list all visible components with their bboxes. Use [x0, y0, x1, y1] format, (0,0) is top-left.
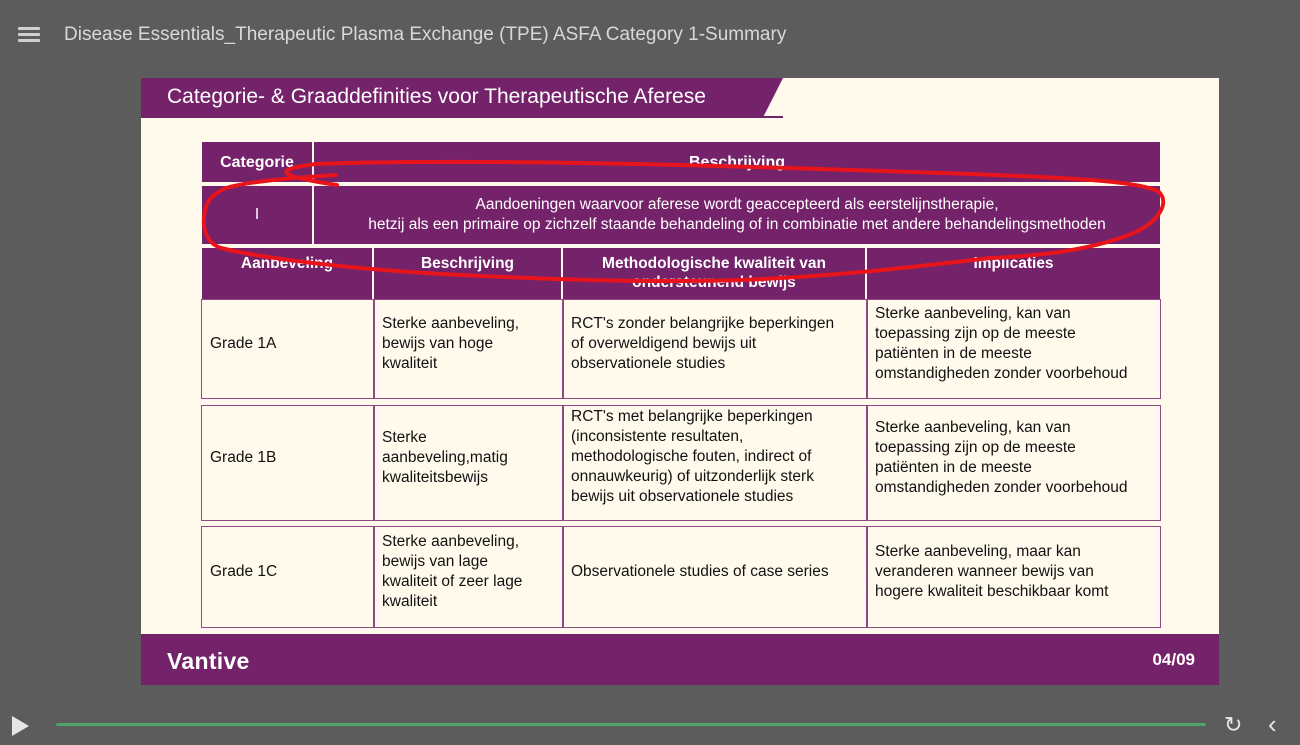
progress-bar[interactable]: [56, 723, 1206, 726]
category-header-categorie: Categorie: [202, 142, 312, 182]
grade-header-methodologische: Methodologische kwaliteit van ondersteunend bewijs: [563, 248, 865, 299]
play-icon[interactable]: [12, 716, 29, 736]
chevron-left-icon[interactable]: ‹: [1268, 709, 1277, 739]
grade-1b-description: Sterke aanbeveling,matig kwaliteitsbewijs: [382, 429, 508, 486]
course-title: Disease Essentials_Therapeutic Plasma Exchange (TPE) ASFA Category 1-Summary: [64, 24, 787, 45]
category-description-line1: Aandoeningen waarvoor aferese wordt geaccepteerd als eerstelijnstherapie,: [475, 196, 999, 213]
grade-1b-quality: RCT's met belangrijke beperkingen (inconsistente resultaten, methodologische fouten, indirect of onnauwkeurig) of uitzonderlijk sterk bewijs uit observationele studies: [571, 408, 814, 505]
grade-1a-label: Grade 1A: [210, 335, 277, 352]
category-row-label: I: [202, 186, 312, 244]
grade-1c-description: Sterke aanbeveling, bewijs van lage kwaliteit of zeer lage kwaliteit: [382, 533, 523, 610]
grade-1a-implications: Sterke aanbeveling, kan van toepassing zijn op de meeste patiënten in de meeste omstandigheden zonder voorbehoud: [875, 305, 1128, 382]
grade-1a-description: Sterke aanbeveling, bewijs van hoge kwaliteit: [382, 315, 520, 372]
grade-header-implicaties: Implicaties: [867, 248, 1160, 299]
grade-1b-label: Grade 1B: [210, 449, 277, 466]
hamburger-menu-icon[interactable]: [18, 27, 40, 45]
vantive-logo: Vantive: [167, 648, 250, 674]
grade-1a-quality: RCT's zonder belangrijke beperkingen of overweldigend bewijs uit observationele studies: [571, 315, 835, 372]
player-topbar: [0, 0, 1300, 72]
grade-header-beschrijving: Beschrijving: [374, 248, 561, 299]
category-description-line2: hetzij als een primaire op zichzelf staande behandeling of in combinatie met andere behandelingsmethoden: [368, 216, 1106, 233]
grade-1c-label: Grade 1C: [210, 563, 278, 580]
grade-header-aanbeveling: Aanbeveling: [202, 248, 372, 299]
replay-icon[interactable]: ↻: [1224, 712, 1243, 737]
grade-1b-implications: Sterke aanbeveling, kan van toepassing zijn op de meeste patiënten in de meeste omstandigheden zonder voorbehoud: [875, 419, 1128, 496]
player-controls: [0, 700, 1300, 745]
slide-footer: [141, 634, 1219, 685]
grade-1c-quality: Observationele studies of case series: [571, 563, 829, 580]
category-row-description: [314, 186, 1160, 244]
page-number: 04/09: [1152, 650, 1195, 669]
category-header-beschrijving: Beschrijving: [314, 142, 1160, 182]
slide-title: Categorie- & Graaddefinities voor Therapeutische Aferese: [167, 85, 706, 108]
slide: [141, 78, 1219, 685]
slide-header-underline: [141, 116, 783, 118]
grade-1c-implications: Sterke aanbeveling, maar kan veranderen wanneer bewijs van hogere kwaliteit beschikbaar komt: [875, 543, 1109, 600]
